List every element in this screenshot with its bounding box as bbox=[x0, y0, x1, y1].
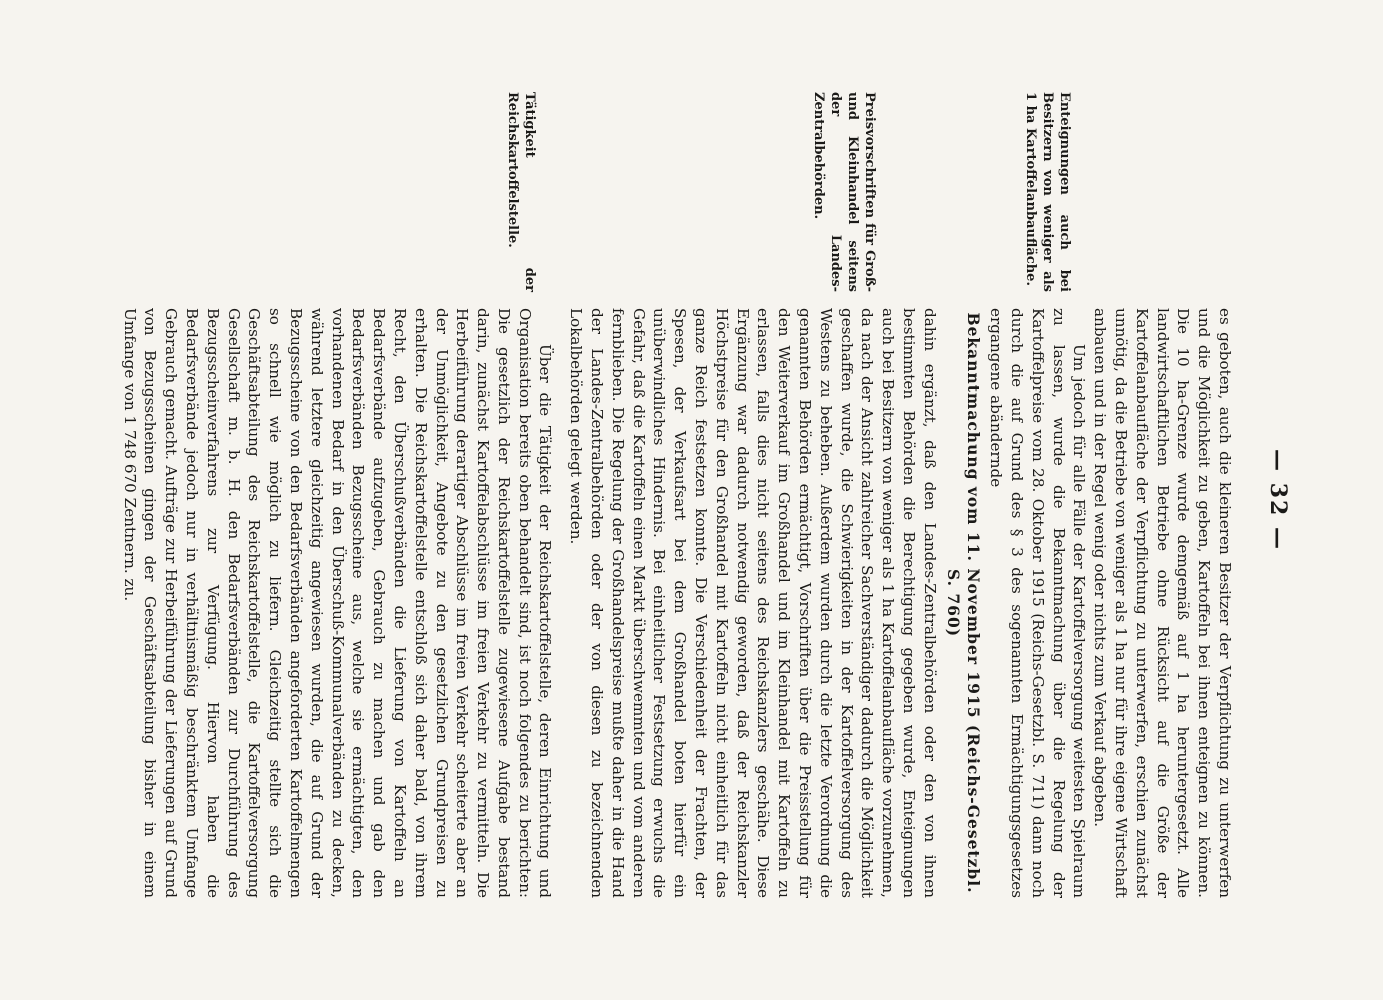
section-heading: Bekanntmachung vom 11. November 1915 (Reichs-Gesetzbl. S. 760) bbox=[943, 312, 984, 894]
margin-note-enteignungen: Enteignungen auch bei Besitzern von weniger als 1 ha Kartoffelanbaufläche. bbox=[1023, 92, 1072, 292]
paragraph-2: Um jedoch für alle Fälle der Kartoffelversorgung weitesten Spielraum zu lassen, wurde die Bekanntmachung über die Regelung der Kartoffelpreise vom 28. Oktober 1915 (Reichs-Gesetzbl. S. 711) dann noch durch die auf Grund des § 3 des sogenannten Ermächtigungsgesetzes ergangene abändernde bbox=[987, 308, 1089, 898]
paragraph-4: Über die Tätigkeit der Reichskartoffelstelle, deren Einrichtung und Organisation bereits oben behandelt sind, ist noch folgendes zu berichten: Die gesetzlich der Reichskartoffelstelle zugewiesene Aufgabe bestand darin, zunächst Kartoffelabschlüsse im freien Verkehr zu vermitteln. Die Herbeiführung derartiger Abschlüsse im freien Verkehr scheiterte aber an der Unmöglichkeit, Angebote zu den gesetzlichen Grundpreisen zu erhalten. Die Reichskartoffelstelle entschloß sich daher bald, von ihrem Recht, den Überschußverbänden die Lieferung von Kartoffeln an Bedarfsverbände aufzugeben, Gebrauch zu machen und gab den Bedarfsverbänden Bezugsscheine aus, welche sie ermächtigten, den vorhandenen Bedarf in den Überschuß-Kommunalverbänden zu decken, während letztere gleichzeitig angewiesen wurden, die auf Grund der Bezugsscheine von den Bedarfsverbänden angeforderten Kartoffelmengen so schnell wie möglich zu liefern. Gleichzeitig stellte sich die Geschäftsabteilung des Reichskartoffelstelle, die Kartoffelversorgung Gesellschaft m. b. H. den Bedarfsverbänden zur Durchführung des Bezugsscheinverfahrens zur Verfügung. Hiervon haben die Bedarfsverbände jedoch nur in verhältnismäßig beschränktem Umfange Gebrauch gemacht. Aufträge zur Herbeiführung der Lieferungen auf Grund von Bezugsscheinen gingen der Geschäftsabteilung bisher in einem Umfange von 1 748 670 Zentnern. zu. bbox=[120, 308, 555, 898]
margin-note-preisvorschriften: Preisvorschriften für Groß- und Kleinhandel seitens der Landes-Zentralbehörden. bbox=[811, 92, 877, 292]
page-number: — 32 — bbox=[1265, 449, 1291, 551]
paragraph-3: dahin ergänzt, daß den Landes-Zentralbehörden oder den von ihnen bestimmten Behörden die Berechtigung gegeben wurde, Enteignungen auch bei Besitzern von weniger als 1 ha Kartoffelanbaufläche vorzunehmen, da nach der Ansicht zahlreicher Sachverständiger dadurch die Möglichkeit geschaffen wurde, die Schwierigkeiten in der Kartoffelversorgung des Westens zu beheben. Außerdem wurden durch die letzte Verordnung die genannten Behörden ermächtigt, Vorschriften über die Preisstellung für den Weiterverkauf im Großhandel und im Kleinhandel mit Kartoffeln zu erlassen, falls dies nicht seitens des Reichskanzlers geschähe. Diese Ergänzung war dadurch notwendig geworden, daß der Reichskanzler Höchstpreise für den Großhandel mit Kartoffeln nicht einheitlich für das ganze Reich festsetzen konnte. Die Verschiedenheit der Frachten, der Spesen, der Verkaufsart bei dem Großhandel boten hierfür ein unüberwindliches Hindernis. Bei einheitlicher Festsetzung erwuchs die Gefahr, daß die Kartoffeln einen Markt überschwemmten und vom anderen fernblieben. Die Regelung der Großhandelspreise mußte daher in die Hand der Landes-Zentralbehörden oder der von diesen zu bezeichnenden Lokalbehörden gelegt werden. bbox=[567, 308, 939, 898]
margin-note-reichskartoffelstelle: Tätigkeit der Reichskartoffelstelle. bbox=[505, 92, 537, 292]
body-text bbox=[119, 308, 1235, 898]
paragraph-1: es geboten, auch die kleineren Besitzer der Verpflichtung zu unterwerfen und die Möglichkeit zu geben, Kartoffeln bei ihnen enteignen zu können. Die 10 ha-Grenze wurde demgemäß auf 1 ha heruntergesetzt. Alle landwirtschaftlichen Betriebe ohne Rücksicht auf die Größe der Kartoffelanbaufläche der Verpflichtung zu unterwerfen, erschien zunächst unnötig, da die Betriebe von weniger als 1 ha nur für ihre eigene Wirtschaft anbauen und in der Regel wenig oder nichts zum Verkauf abgeben. bbox=[1091, 308, 1234, 898]
